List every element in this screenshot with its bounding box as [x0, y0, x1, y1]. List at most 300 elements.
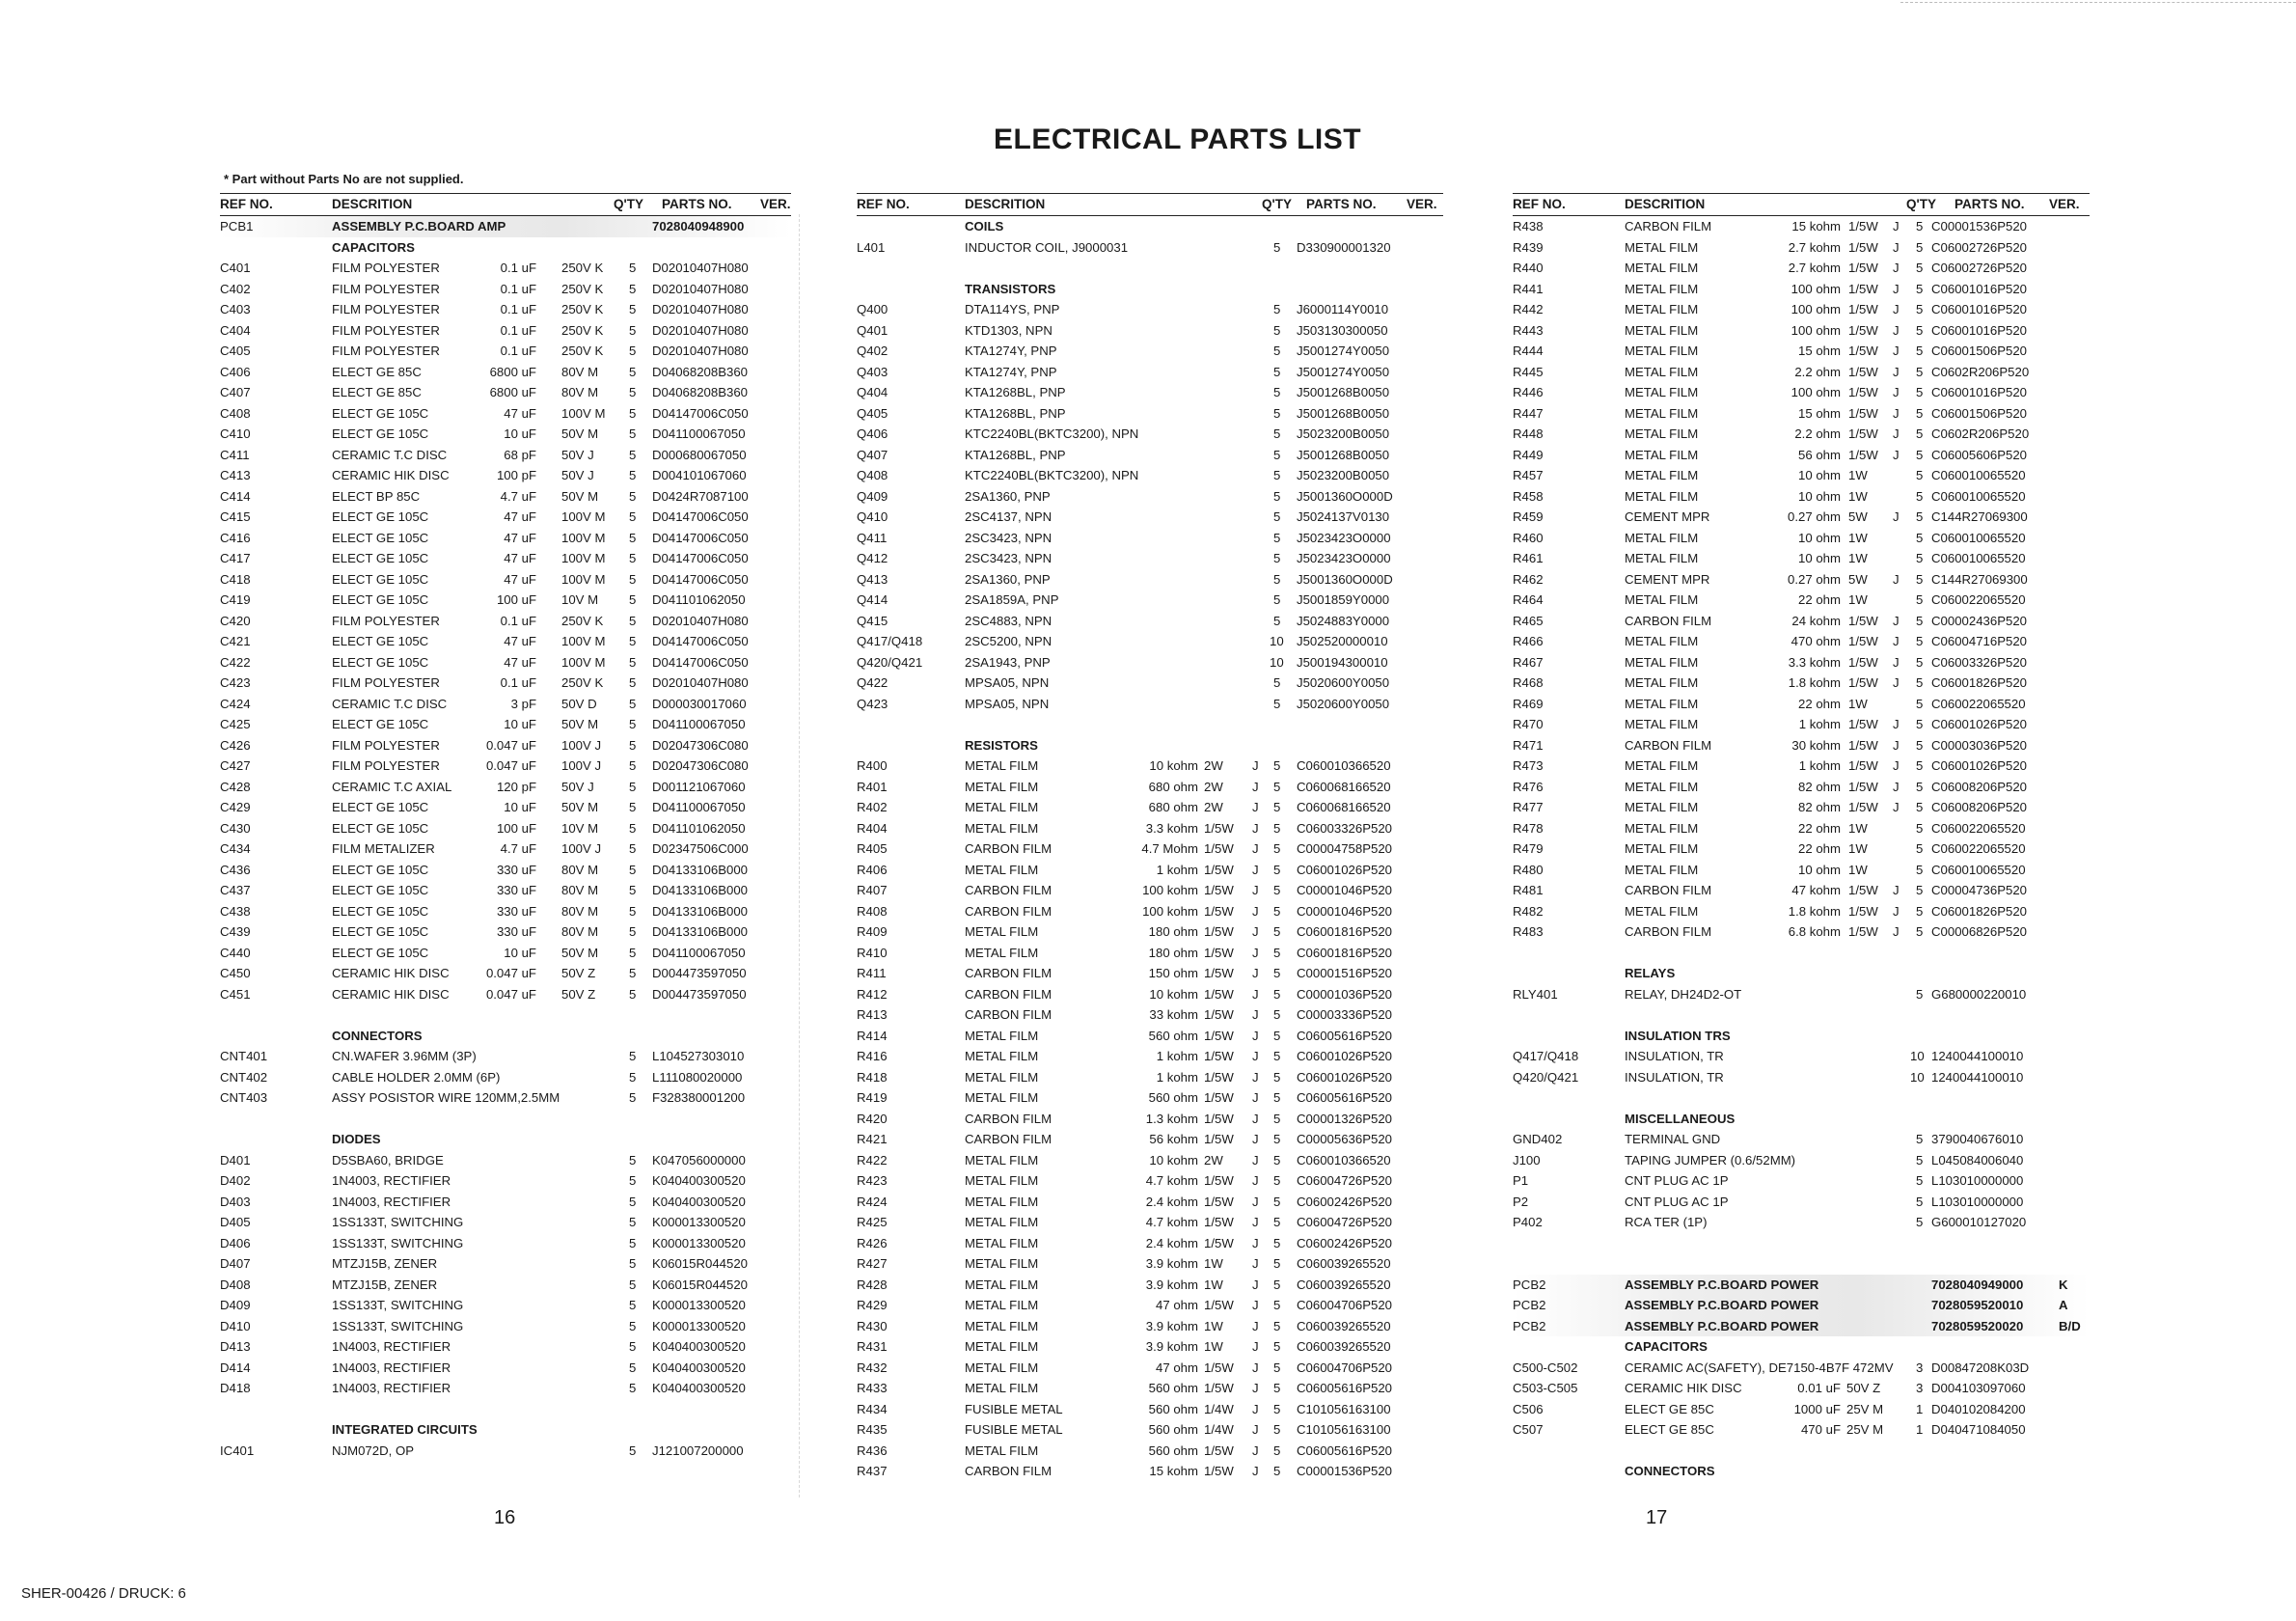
description: METAL FILM [965, 1194, 1039, 1209]
table-row [857, 943, 1443, 964]
parts-no: C06001826P520 [1931, 903, 2027, 919]
value: 0.047 uF [485, 758, 536, 773]
quantity: 5 [1273, 1069, 1281, 1085]
ref-no: Q406 [857, 426, 888, 441]
ref-no: Q409 [857, 488, 888, 504]
quantity: 5 [1273, 1194, 1281, 1209]
parts-note: * Part without Parts No are not supplied. [224, 172, 464, 186]
ref-no: C440 [220, 945, 251, 960]
table-row [1513, 984, 2090, 1005]
section-heading [1513, 963, 2090, 984]
ref-no: GND402 [1513, 1132, 1563, 1146]
tolerance: J [1252, 820, 1259, 836]
value: 3.9 kohm [1145, 1277, 1198, 1292]
table-row [1513, 1170, 2090, 1192]
parts-no: C06001026P520 [1931, 758, 2027, 773]
table-row [220, 1441, 791, 1462]
quantity: 5 [1916, 468, 1924, 482]
value: 330 uF [496, 862, 536, 877]
table-row [220, 631, 791, 652]
ref-no: Q410 [857, 509, 888, 524]
parts-no: C06004726P520 [1297, 1215, 1392, 1229]
ref-no: R445 [1513, 364, 1544, 379]
tolerance: J [1252, 1464, 1259, 1478]
table-row [857, 320, 1443, 342]
description: ELECT GE 105C [332, 405, 429, 421]
ref-no: R408 [857, 903, 888, 919]
description: METAL FILM [965, 1069, 1039, 1085]
parts-no: C060010366520 [1297, 1152, 1391, 1168]
ref-no: C419 [220, 592, 251, 607]
rating: 1/5W [1204, 945, 1234, 960]
table-row [857, 1170, 1443, 1192]
description: METAL FILM [1625, 261, 1699, 275]
column-header [220, 193, 791, 216]
rating: 1/5W [1204, 862, 1234, 877]
rating: 50V D [561, 696, 597, 711]
description: METAL FILM [1625, 281, 1699, 296]
description: ELECT GE 105C [332, 571, 429, 587]
parts-no: C060010065520 [1931, 862, 2026, 877]
table-row [1513, 694, 2090, 715]
table-row [1513, 1192, 2090, 1213]
table-row [857, 1233, 1443, 1254]
parts-no: J5024137V0130 [1297, 509, 1390, 524]
description: DTA114YS, PNP [965, 302, 1060, 316]
parts-no: D000030017060 [652, 696, 747, 711]
table-row [1513, 1046, 2090, 1067]
quantity: 5 [1916, 281, 1924, 296]
tolerance: J [1252, 1173, 1259, 1188]
value: 10 ohm [1798, 468, 1841, 482]
table-row [857, 1316, 1443, 1337]
parts-no: D02010407H080 [652, 675, 749, 690]
ref-no: R413 [857, 1007, 888, 1022]
description: METAL FILM [965, 1235, 1039, 1250]
value: 47 uF [504, 654, 536, 670]
tolerance: J [1252, 1442, 1259, 1458]
tolerance: J [1252, 966, 1259, 980]
description: METAL FILM [965, 1298, 1039, 1312]
value: 47 uF [504, 551, 536, 565]
parts-no: D02010407H080 [652, 613, 749, 628]
table-row [857, 1295, 1443, 1316]
quantity: 5 [629, 820, 637, 836]
table-row [857, 486, 1443, 508]
quantity: 5 [1916, 343, 1924, 358]
table-row [857, 777, 1443, 798]
description: KTD1303, NPN [965, 322, 1052, 338]
parts-no: C060022065520 [1931, 841, 2026, 856]
value: 22 ohm [1798, 592, 1841, 607]
ref-no: R482 [1513, 903, 1544, 919]
description: METAL FILM [965, 800, 1039, 814]
description: CNT PLUG AC 1P [1625, 1194, 1729, 1209]
ref-no: R459 [1513, 509, 1544, 524]
rating: 1W [1204, 1339, 1223, 1354]
description: INDUCTOR COIL, J9000031 [965, 239, 1129, 255]
rating: 1/5W [1204, 1049, 1234, 1063]
quantity: 5 [1273, 862, 1281, 877]
parts-no: 1240044100010 [1931, 1069, 2024, 1085]
parts-no: C060010065520 [1931, 488, 2026, 504]
rating: 250V K [561, 343, 604, 358]
ref-no: R419 [857, 1090, 888, 1105]
ref-no: R432 [857, 1360, 888, 1375]
table-row [857, 1441, 1443, 1462]
value: 0.1 uF [500, 322, 536, 338]
page-number-left: 16 [494, 1507, 516, 1528]
value: 22 ohm [1798, 696, 1841, 711]
header-parts-no: PARTS NO. [1954, 197, 2025, 211]
table-row [1513, 299, 2090, 320]
quantity: 5 [1273, 1464, 1281, 1478]
ref-no: R424 [857, 1194, 888, 1209]
description: METAL FILM [1625, 779, 1699, 794]
description: ELECT GE 105C [332, 717, 429, 731]
table-row [220, 714, 791, 735]
version: A [2059, 1298, 2068, 1312]
ref-no: C424 [220, 696, 251, 711]
value: 4.7 uF [500, 488, 536, 504]
quantity: 5 [629, 1049, 637, 1063]
description: 1N4003, RECTIFIER [332, 1173, 451, 1188]
description: METAL FILM [1625, 758, 1699, 773]
parts-no: C06001026P520 [1297, 1049, 1392, 1063]
section-title: CAPACITORS [1625, 1339, 1708, 1354]
table-row [1513, 714, 2090, 735]
section-title: CONNECTORS [1625, 1464, 1715, 1478]
value: 560 ohm [1148, 1381, 1198, 1395]
rating: 1/5W [1848, 302, 1878, 316]
description: NJM072D, OP [332, 1442, 415, 1458]
quantity: 5 [629, 1090, 637, 1105]
header-qty: Q'TY [614, 197, 643, 211]
parts-no: K047056000000 [652, 1152, 746, 1168]
rating: 1/5W [1204, 841, 1234, 856]
quantity: 5 [1916, 779, 1924, 794]
table-row [1513, 921, 2090, 943]
parts-no: J502520000010 [1297, 634, 1388, 648]
rating: 1/5W [1848, 426, 1878, 441]
quantity: 5 [1273, 1442, 1281, 1458]
header-description: DESCRITION [332, 197, 413, 211]
parts-no: 3790040676010 [1931, 1132, 2024, 1146]
description: METAL FILM [1625, 903, 1699, 919]
ref-no: C506 [1513, 1401, 1544, 1416]
parts-no: C101056163100 [1297, 1401, 1391, 1416]
ref-no: C426 [220, 737, 251, 753]
tolerance: J [1893, 737, 1900, 753]
value: 10 uF [504, 945, 536, 960]
section-heading [1513, 1026, 2090, 1047]
column-header [1513, 193, 2090, 216]
parts-no: C06005616P520 [1297, 1442, 1392, 1458]
value: 82 ohm [1798, 800, 1841, 814]
quantity: 1 [1916, 1422, 1924, 1437]
tolerance: J [1252, 1111, 1259, 1126]
section-title: RESISTORS [965, 737, 1038, 753]
value: 15 kohm [1791, 219, 1841, 234]
table-row [1513, 1253, 2090, 1275]
value: 680 ohm [1148, 800, 1198, 814]
ref-no: R433 [857, 1381, 888, 1395]
rating: 80V M [561, 924, 599, 939]
table-row [1513, 1150, 2090, 1171]
value: 560 ohm [1148, 1442, 1198, 1458]
parts-column-1 [220, 193, 791, 1461]
rating: 25V M [1846, 1401, 1884, 1416]
rating: 1/5W [1204, 1028, 1234, 1043]
rating: 1W [1848, 468, 1868, 482]
parts-no: C06002426P520 [1297, 1235, 1392, 1250]
parts-no: K040400300520 [652, 1381, 746, 1395]
table-row [220, 424, 791, 445]
tolerance: J [1893, 385, 1900, 399]
description: ELECT GE 85C [1625, 1422, 1714, 1437]
value: 100 uF [496, 820, 536, 836]
quantity: 5 [1273, 1401, 1281, 1416]
table-row [220, 569, 791, 591]
table-row [1513, 424, 2090, 445]
ref-no: Q408 [857, 468, 888, 482]
table-row [1513, 611, 2090, 632]
ref-no: R447 [1513, 405, 1544, 421]
rating: 80V M [561, 385, 599, 399]
table-row [1513, 237, 2090, 259]
parts-no: K000013300520 [652, 1318, 746, 1333]
table-row [857, 756, 1443, 777]
table-row [857, 901, 1443, 922]
description: ELECT GE 85C [332, 364, 422, 379]
rating: 1/5W [1204, 883, 1234, 897]
rating: 100V J [561, 841, 602, 856]
parts-no: K040400300520 [652, 1360, 746, 1375]
ref-no: C415 [220, 509, 251, 524]
tolerance: J [1893, 779, 1900, 794]
table-row [220, 528, 791, 549]
rating: 1/5W [1204, 1464, 1234, 1478]
ref-no: R405 [857, 841, 888, 856]
quantity: 5 [629, 1152, 637, 1168]
parts-no: C00001536P520 [1931, 219, 2027, 234]
value: 47 kohm [1791, 883, 1841, 897]
tolerance: J [1252, 1069, 1259, 1085]
table-row [857, 1150, 1443, 1171]
value: 10 ohm [1798, 551, 1841, 565]
description: METAL FILM [965, 1381, 1039, 1395]
value: 470 uF [1800, 1422, 1841, 1437]
parts-no: C060039265520 [1297, 1339, 1391, 1354]
ref-no: CNT402 [220, 1069, 268, 1085]
parts-no: C0602R206P520 [1931, 364, 2030, 379]
description: 1N4003, RECTIFIER [332, 1339, 451, 1354]
quantity: 5 [1916, 239, 1924, 255]
quantity: 5 [629, 302, 637, 316]
parts-no: J5001268B0050 [1297, 385, 1390, 399]
ref-no: C416 [220, 530, 251, 545]
rating: 50V M [561, 426, 599, 441]
ref-no: C438 [220, 903, 251, 919]
parts-no: J5023423O0000 [1297, 530, 1391, 545]
rating: 1/5W [1848, 281, 1878, 296]
value: 4.7 kohm [1145, 1215, 1198, 1229]
ref-no: R401 [857, 779, 888, 794]
rating: 1/5W [1204, 820, 1234, 836]
description: METAL FILM [1625, 385, 1699, 399]
value: 0.1 uF [500, 302, 536, 316]
quantity: 5 [1916, 862, 1924, 877]
tolerance: J [1252, 841, 1259, 856]
ref-no: Q411 [857, 530, 888, 545]
quantity: 5 [1916, 1194, 1924, 1209]
tolerance: J [1893, 903, 1900, 919]
description: CARBON FILM [965, 1111, 1052, 1126]
description: CERAMIC HIK DISC [332, 966, 450, 980]
parts-no: 7028059520010 [1931, 1298, 2024, 1312]
section-title: INTEGRATED CIRCUITS [332, 1422, 478, 1437]
table-row [220, 548, 791, 569]
parts-no: D02010407H080 [652, 343, 749, 358]
rating: 80V M [561, 862, 599, 877]
quantity: 5 [629, 488, 637, 504]
description: FILM METALIZER [332, 841, 435, 856]
tolerance: J [1252, 945, 1259, 960]
tolerance: J [1252, 862, 1259, 877]
ref-no: R446 [1513, 385, 1544, 399]
parts-no: D04147006C050 [652, 551, 749, 565]
section-title: CONNECTORS [332, 1028, 423, 1043]
ref-no: D413 [220, 1339, 251, 1354]
parts-no: C060010366520 [1297, 758, 1391, 773]
quantity: 5 [629, 1215, 637, 1229]
description: CARBON FILM [1625, 219, 1712, 234]
rating: 1/5W [1848, 675, 1878, 690]
header-ref: REF NO. [857, 197, 910, 211]
quantity: 5 [1916, 1152, 1924, 1168]
value: 1 kohm [1798, 717, 1841, 731]
description: CARBON FILM [965, 1464, 1052, 1478]
header-ver: VER. [760, 197, 791, 211]
tolerance: J [1252, 883, 1259, 897]
description: KTC2240BL(BKTC3200), NPN [965, 426, 1139, 441]
parts-no: D04147006C050 [652, 571, 749, 587]
description: ELECT GE 85C [1625, 1401, 1714, 1416]
description: 1N4003, RECTIFIER [332, 1381, 451, 1395]
quantity: 5 [1273, 509, 1281, 524]
parts-no: C06001506P520 [1931, 405, 2027, 421]
ref-no: R465 [1513, 613, 1544, 628]
description: METAL FILM [1625, 862, 1699, 877]
ref-no: R471 [1513, 737, 1544, 753]
rating: 100V J [561, 737, 602, 753]
rating: 1/5W [1848, 261, 1878, 275]
value: 6800 uF [489, 364, 536, 379]
parts-no: C06001826P520 [1931, 675, 2027, 690]
table-row [857, 838, 1443, 860]
quantity: 5 [1273, 1422, 1281, 1437]
ref-no: R439 [1513, 239, 1544, 255]
parts-no: D02047306C080 [652, 758, 749, 773]
table-row [857, 611, 1443, 632]
parts-no: C06004726P520 [1297, 1173, 1392, 1188]
table-row [220, 1399, 791, 1420]
parts-no: C060010065520 [1931, 551, 2026, 565]
description: CABLE HOLDER 2.0MM (6P) [332, 1069, 501, 1085]
rating: 2W [1204, 800, 1223, 814]
quantity: 5 [629, 675, 637, 690]
ref-no: C417 [220, 551, 251, 565]
parts-no: C06005606P520 [1931, 447, 2027, 462]
quantity: 5 [1273, 758, 1281, 773]
quantity: 5 [1273, 488, 1281, 504]
parts-no: D004101067060 [652, 468, 747, 482]
tolerance: J [1252, 1028, 1259, 1043]
ref-no: D403 [220, 1194, 251, 1209]
ref-no: R426 [857, 1235, 888, 1250]
ref-no: R467 [1513, 654, 1544, 670]
table-row [857, 1067, 1443, 1088]
tolerance: J [1252, 1360, 1259, 1375]
ref-no: D407 [220, 1256, 251, 1271]
parts-no: J500194300010 [1297, 654, 1388, 670]
quantity: 5 [1273, 1381, 1281, 1395]
value: 47 uF [504, 530, 536, 545]
ref-no: R406 [857, 862, 888, 877]
quantity: 5 [1916, 654, 1924, 670]
tolerance: J [1252, 1132, 1259, 1146]
tolerance: J [1893, 281, 1900, 296]
description: KTC2240BL(BKTC3200), NPN [965, 468, 1139, 482]
rating: 2W [1204, 779, 1223, 794]
table-row [1513, 1004, 2090, 1026]
value: 15 kohm [1149, 1464, 1198, 1478]
description: CERAMIC T.C DISC [332, 447, 448, 462]
table-row [1513, 362, 2090, 383]
parts-no: D04147006C050 [652, 530, 749, 545]
ref-no: R462 [1513, 571, 1544, 587]
description: METAL FILM [965, 1028, 1039, 1043]
quantity: 5 [1273, 571, 1281, 587]
ref-no: R457 [1513, 468, 1544, 482]
value: 1.3 kohm [1145, 1111, 1198, 1126]
table-row [857, 341, 1443, 362]
description: CARBON FILM [965, 841, 1052, 856]
table-row [220, 735, 791, 756]
quantity: 5 [629, 1442, 637, 1458]
value: 0.27 ohm [1788, 571, 1841, 587]
rating: 1W [1848, 862, 1868, 877]
tolerance: J [1252, 1401, 1259, 1416]
tolerance: J [1893, 509, 1900, 524]
ref-no: R468 [1513, 675, 1544, 690]
quantity: 5 [1916, 613, 1924, 628]
ref-no: R460 [1513, 530, 1544, 545]
rating: 1/5W [1848, 800, 1878, 814]
table-row [857, 1419, 1443, 1441]
ref-no: C411 [220, 447, 250, 462]
ref-no: R430 [857, 1318, 888, 1333]
value: 15 ohm [1798, 405, 1841, 421]
parts-no: C00001516P520 [1297, 966, 1392, 980]
parts-no: C06001016P520 [1931, 302, 2027, 316]
table-row [1513, 1316, 2090, 1337]
parts-no: D04133106B000 [652, 903, 748, 919]
rating: 1W [1204, 1318, 1223, 1333]
description: D5SBA60, BRIDGE [332, 1152, 444, 1168]
description: RCA TER (1P) [1625, 1215, 1708, 1229]
ref-no: Q415 [857, 613, 888, 628]
